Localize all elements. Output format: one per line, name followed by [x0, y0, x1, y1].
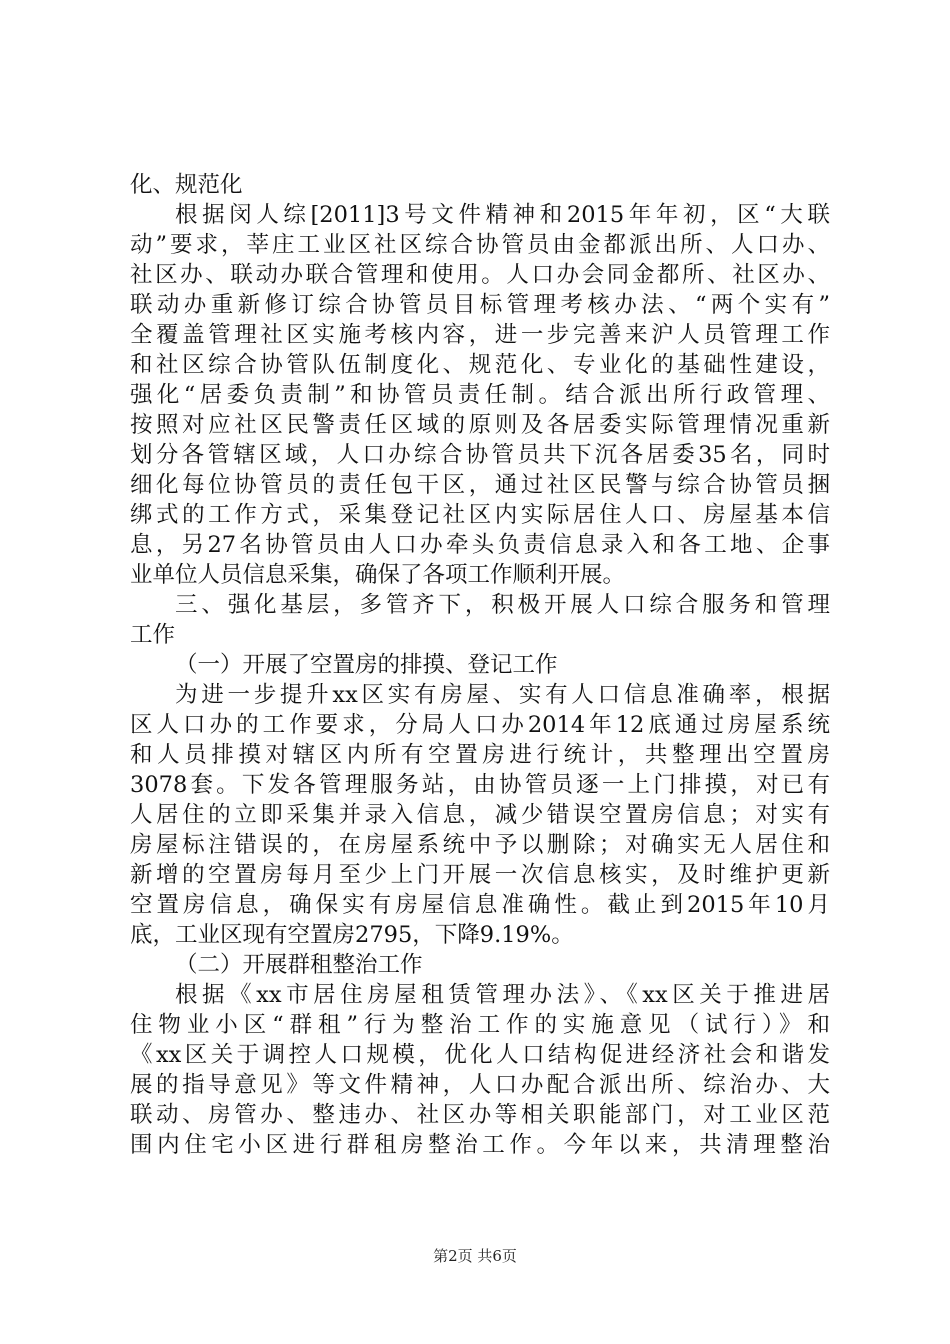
text-line: 展的指导意见》等文件精神，人口办配合派出所、综治办、大	[130, 1072, 830, 1098]
text-line: 《xx区关于调控人口规模，优化人口结构促进经济社会和谐发	[130, 1042, 830, 1068]
text-line: 3078套。下发各管理服务站，由协管员逐一上门排摸，对已有	[130, 772, 830, 798]
text-line: 区人口办的工作要求，分局人口办2014年12底通过房屋系统	[130, 712, 830, 738]
text-line: 住物业小区“群租”行为整治工作的实施意见（试行）》和	[130, 1012, 830, 1038]
text-line: 为进一步提升xx区实有房屋、实有人口信息准确率，根据	[175, 682, 830, 708]
text-line: 工作	[130, 622, 176, 648]
text-line: 根据闵人综[2011]3号文件精神和2015年年初，区“大联	[175, 202, 830, 228]
text-line: 息，另27名协管员由人口办牵头负责信息录入和各工地、企事	[130, 532, 830, 558]
page-footer: 第2页 共6页	[433, 1247, 517, 1265]
text-line: （二）开展群租整治工作	[175, 952, 423, 978]
text-line: 社区办、联动办联合管理和使用。人口办会同金都所、社区办、	[130, 262, 830, 288]
text-line: 划分各管辖区域，人口办综合协管员共下沉各居委35名，同时	[130, 442, 830, 468]
text-line: 化、规范化	[130, 172, 243, 198]
text-line: （一）开展了空置房的排摸、登记工作	[175, 652, 558, 678]
text-line: 新增的空置房每月至少上门开展一次信息核实，及时维护更新	[130, 862, 830, 888]
text-line: 空置房信息，确保实有房屋信息准确性。截止到2015年10月	[130, 892, 830, 918]
text-line: 细化每位协管员的责任包干区，通过社区民警与综合协管员捆	[130, 472, 830, 498]
text-line: 三、强化基层，多管齐下，积极开展人口综合服务和管理	[175, 592, 830, 618]
text-line: 全覆盖管理社区实施考核内容，进一步完善来沪人员管理工作	[130, 322, 830, 348]
text-line: 业单位人员信息采集，确保了各项工作顺利开展。	[130, 562, 626, 588]
text-line: 动”要求，莘庄工业区社区综合协管员由金都派出所、人口办、	[130, 232, 830, 258]
text-line: 按照对应社区民警责任区域的原则及各居委实际管理情况重新	[130, 412, 830, 438]
text-line: 联动办重新修订综合协管员目标管理考核办法、“两个实有”	[130, 292, 830, 318]
document-body	[130, 170, 830, 1160]
text-line: 和社区综合协管队伍制度化、规范化、专业化的基础性建设，	[130, 352, 830, 378]
text-line: 围内住宅小区进行群租房整治工作。今年以来，共清理整治	[130, 1132, 830, 1158]
text-line: 和人员排摸对辖区内所有空置房进行统计，共整理出空置房	[130, 742, 830, 768]
text-line: 绑式的工作方式，采集登记社区内实际居住人口、房屋基本信	[130, 502, 830, 528]
text-line: 房屋标注错误的，在房屋系统中予以删除；对确实无人居住和	[130, 832, 830, 858]
text-line: 底，工业区现有空置房2795，下降9.19%。	[130, 922, 574, 948]
text-line: 根据《xx市居住房屋租赁管理办法》、《xx区关于推进居	[175, 982, 830, 1008]
text-line: 联动、房管办、整违办、社区办等相关职能部门，对工业区范	[130, 1102, 830, 1128]
text-line: 强化“居委负责制”和协管员责任制。结合派出所行政管理、	[130, 382, 830, 408]
text-line: 人居住的立即采集并录入信息，减少错误空置房信息；对实有	[130, 802, 830, 828]
